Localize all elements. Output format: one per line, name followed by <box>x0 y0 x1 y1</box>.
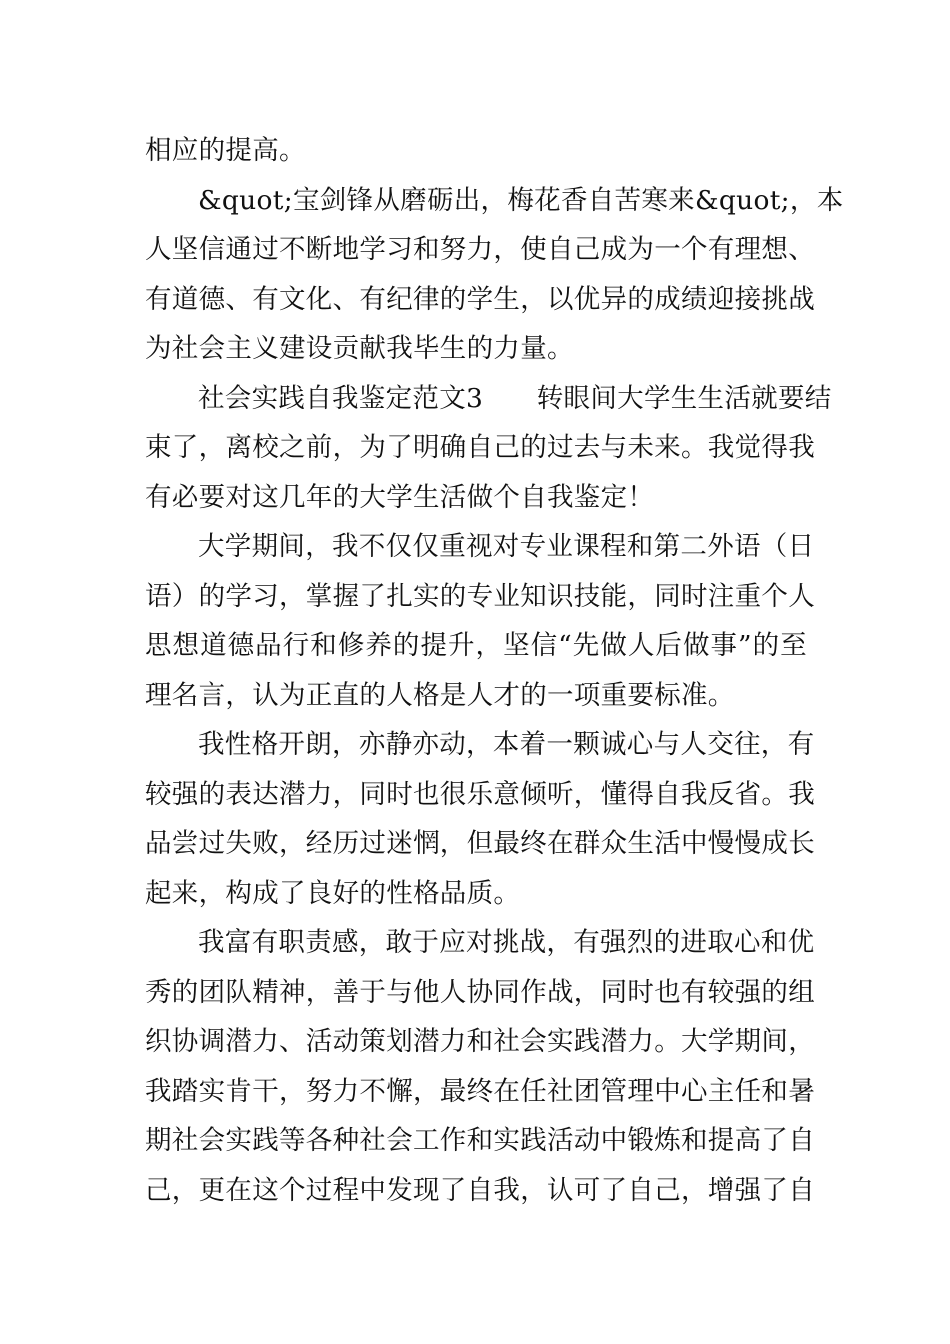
paragraph <box>145 126 807 176</box>
text-line: 较强的表达潜力，同时也很乐意倾听，懂得自我反省。我 <box>145 778 815 810</box>
text-line: 大学期间，我不仅仅重视对专业课程和第二外语（日 <box>198 531 815 562</box>
text-line: 我富有职责感，敢于应对挑战，有强烈的进取心和优 <box>198 927 815 958</box>
text-line: 为社会主义建设贡献我毕生的力量。 <box>145 333 574 364</box>
text-line: &quot;宝剑锋从磨砺出，梅花香自苦寒来&quot;，本 <box>198 184 844 216</box>
text-line: 语）的学习，掌握了扎实的专业知识技能，同时注重个人 <box>145 580 815 612</box>
text-line: 有必要对这几年的大学生活做个自我鉴定！ <box>145 481 655 513</box>
document-body <box>145 126 844 1215</box>
text-line: 束了，离校之前，为了明确自己的过去与未来。我觉得我 <box>145 432 815 463</box>
text-line: 期社会实践等各种社会工作和实践活动中锻炼和提高了自 <box>145 1125 815 1156</box>
text-line: 人坚信通过不断地学习和努力，使自己成为一个有理想、 <box>145 234 815 265</box>
text-line: 理名言，认为正直的人格是人才的一项重要标准。 <box>145 679 735 711</box>
text-line: 我踏实肯干，努力不懈，最终在任社团管理中心主任和暑 <box>145 1075 815 1107</box>
text-line: 品尝过失败，经历过迷惘，但最终在群众生活中慢慢成长 <box>145 828 815 859</box>
text-line: 秀的团队精神，善于与他人协同作战，同时也有较强的组 <box>145 976 815 1008</box>
text-line: 相应的提高。 <box>145 135 306 166</box>
text-line: 起来，构成了良好的性格品质。 <box>145 877 521 909</box>
text-line: 社会实践自我鉴定范文3 转眼间大学生生活就要结 <box>198 382 832 414</box>
text-line: 我性格开朗，亦静亦动，本着一颗诚心与人交往，有 <box>198 729 815 760</box>
paragraph <box>145 522 815 720</box>
text-line: 织协调潜力、活动策划潜力和社会实践潜力。大学期间， <box>145 1026 815 1057</box>
text-line: 己，更在这个过程中发现了自我，认可了自己，增强了自 <box>145 1174 815 1206</box>
text-line: 思想道德品行和修养的提升，坚信“先做人后做事”的至 <box>145 630 807 661</box>
text-line: 有道德、有文化、有纪律的学生，以优异的成绩迎接挑战 <box>145 283 815 315</box>
paragraph <box>145 918 815 1215</box>
paragraph <box>145 720 815 918</box>
paragraph <box>145 374 832 523</box>
paragraph <box>145 176 844 374</box>
